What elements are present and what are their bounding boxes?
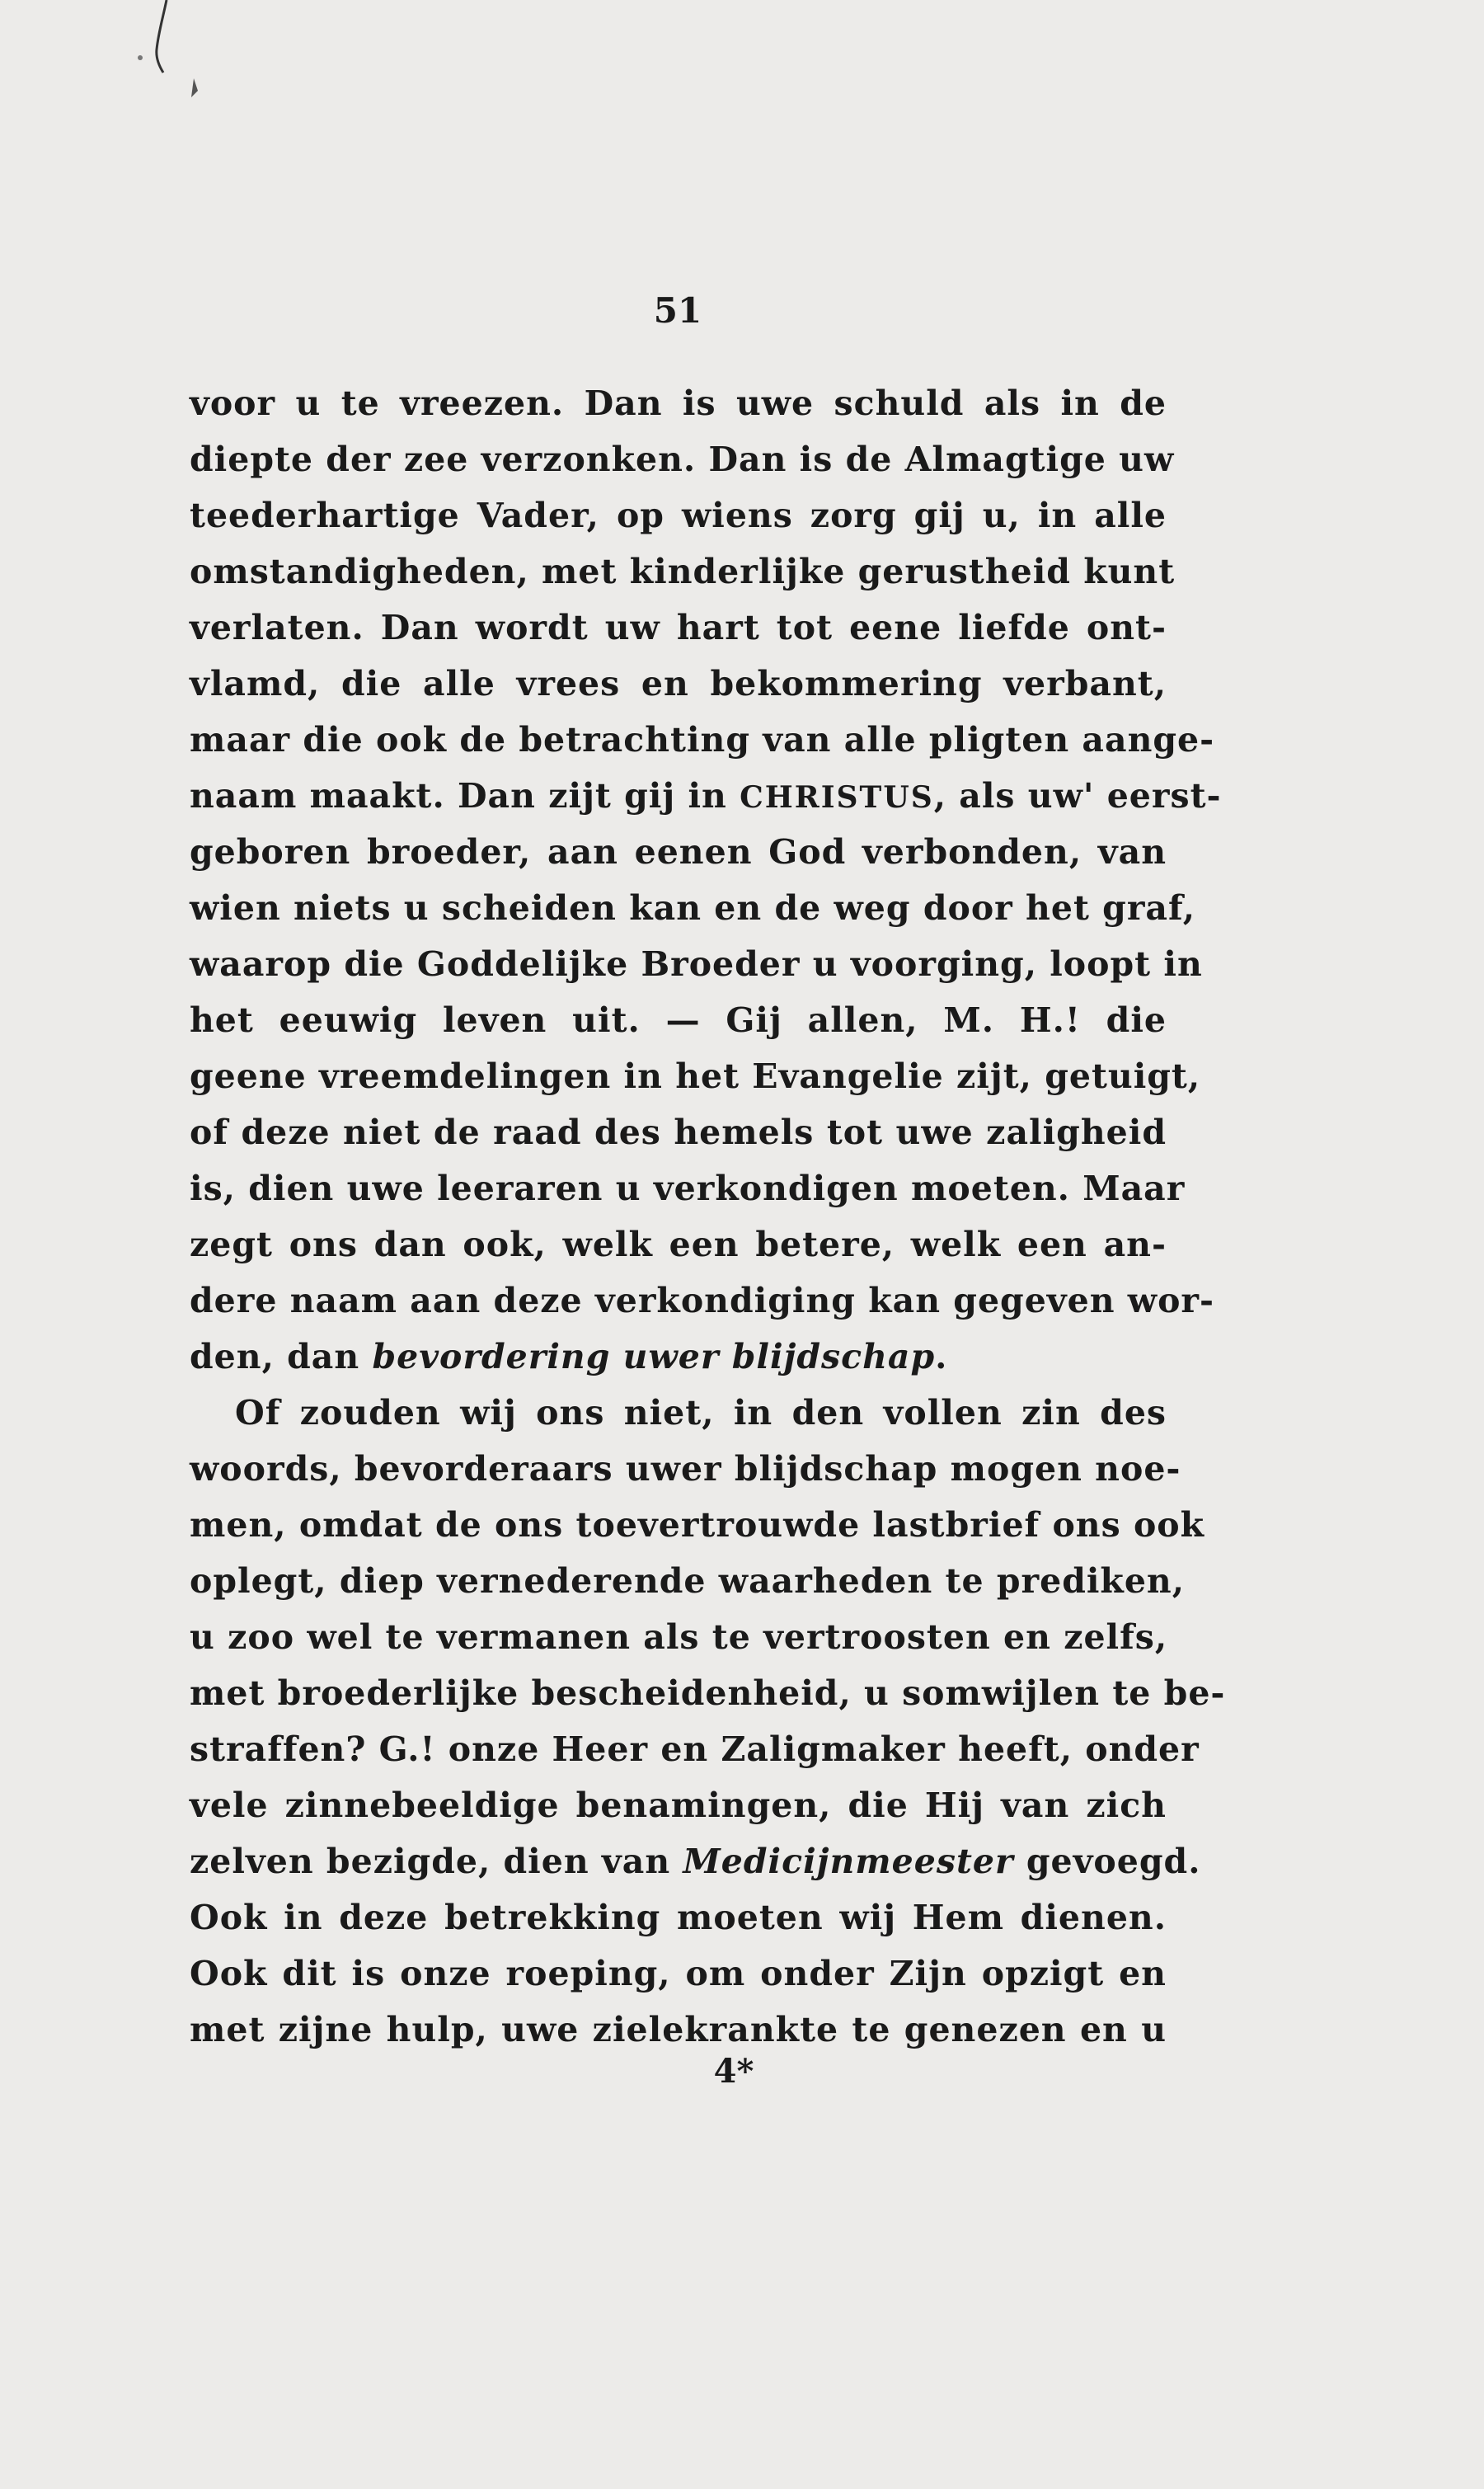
body-text (190, 375, 1226, 2058)
italic-phrase: bevordering uwer blijdschap (372, 1337, 936, 1376)
text-line: verlaten. Dan wordt uw hart tot eene liefde ont- (190, 608, 1167, 647)
text-line: waarop die Goddelijke Broeder u voorging, loopt in (190, 944, 1203, 984)
text-line: is, dien uwe leeraren u verkondigen moeten. Maar (190, 1169, 1186, 1208)
text-line: met zijne hulp, uwe zielekrankte te genezen en u (190, 2010, 1167, 2049)
small-caps-name: CHRISTUS (740, 780, 934, 815)
text-line: het eeuwig leven uit. — Gij allen, M. H.! die (190, 1000, 1167, 1040)
text-line: teederhartige Vader, op wiens zorg gij u, in alle (190, 496, 1167, 535)
text-line: straffen? G.! onze Heer en Zaligmaker heeft, onder (190, 1729, 1200, 1769)
text-line: voor u te vreezen. Dan is uwe schuld als in de (190, 383, 1167, 423)
text-line: den, dan bevordering uwer blijdschap. (190, 1337, 948, 1376)
italic-phrase: Medicijnmeester (683, 1842, 1014, 1881)
text-line: of deze niet de raad des hemels tot uwe zaligheid (190, 1113, 1167, 1152)
text-line: men, omdat de ons toevertrouwde lastbrief ons ook (190, 1505, 1205, 1545)
text-line: zelven bezigde, dien van Medicijnmeester gevoegd. (190, 1842, 1201, 1881)
text-line: naam maakt. Dan zijt gij in CHRISTUS, als uw' eerst- (190, 776, 1222, 816)
text-line: diepte der zee verzonken. Dan is de Almagtige uw (190, 440, 1175, 479)
text-line: maar die ook de betrachting van alle pligten aange- (190, 720, 1215, 760)
page-number: 51 (653, 290, 702, 331)
ink-mark-icon (115, 0, 214, 140)
text-line: oplegt, diep vernederende waarheden te prediken, (190, 1561, 1186, 1601)
text-line: Ook dit is onze roeping, om onder Zijn opzigt en (190, 1954, 1167, 1993)
text-line: omstandigheden, met kinderlijke gerustheid kunt (190, 552, 1176, 591)
text-line: geboren broeder, aan eenen God verbonden, van (190, 832, 1167, 872)
text-line: Ook in deze betrekking moeten wij Hem dienen. (190, 1898, 1167, 1937)
text-line: Of zouden wij ons niet, in den vollen zin des (235, 1393, 1167, 1433)
text-line: wien niets u scheiden kan en de weg door het graf, (190, 888, 1196, 928)
text-line: dere naam aan deze verkondiging kan gegeven wor- (190, 1281, 1215, 1320)
text-line: u zoo wel te vermanen als te vertroosten en zelfs, (190, 1617, 1168, 1657)
signature-mark: 4* (713, 2052, 754, 2091)
text-line: vele zinnebeeldige benamingen, die Hij van zich (190, 1786, 1167, 1825)
text-line: woords, bevorderaars uwer blijdschap mogen noe- (190, 1449, 1181, 1489)
text-line: vlamd, die alle vrees en bekommering verbant, (190, 664, 1167, 703)
text-line: met broederlijke bescheidenheid, u somwijlen te be- (190, 1673, 1226, 1713)
text-line: geene vreemdelingen in het Evangelie zijt, getuigt, (190, 1056, 1201, 1096)
text-line: zegt ons dan ook, welk een betere, welk een an- (190, 1225, 1167, 1264)
